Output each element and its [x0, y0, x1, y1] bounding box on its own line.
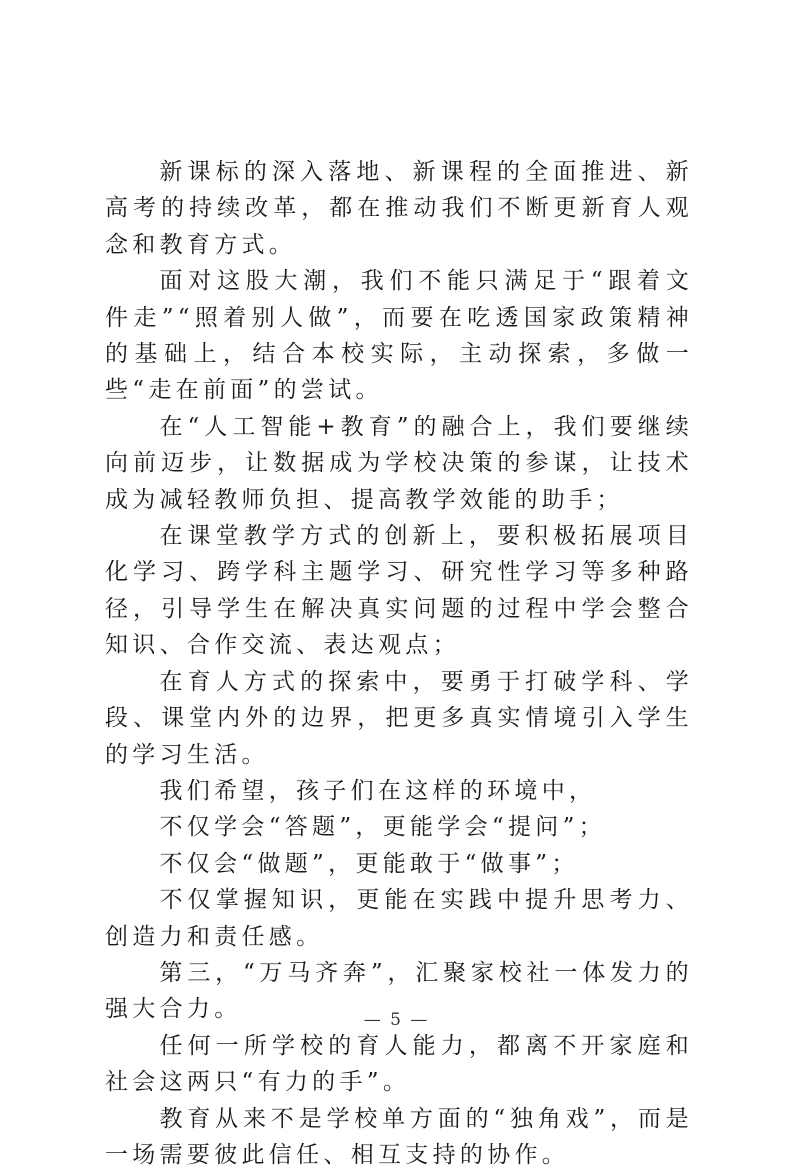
- paragraph: 新课标的深入落地、新课程的全面推进、新高考的持续改革，都在推动我们不断更新育人观念和教育方式。: [105, 159, 693, 258]
- paragraph: 不仅掌握知识，更能在实践中提升思考力、创造力和责任感。: [105, 887, 693, 950]
- paragraph: 第三，“万马齐奔”，汇聚家校社一体发力的强大合力。: [105, 959, 693, 1023]
- paragraph: 在“人工智能+教育”的融合上，我们要继续向前迈步，让数据成为学校决策的参谋，让技术成为减轻教师负担、提高教学效能的助手；: [105, 413, 693, 513]
- paragraph: 在育人方式的探索中，要勇于打破学科、学段、课堂内外的边界，把更多真实情境引入学生的学习生活。: [105, 668, 693, 768]
- paragraph: 在课堂教学方式的创新上，要积极拓展项目化学习、跨学科主题学习、研究性学习等多种路径，引导学生在解决真实问题的过程中学会整合知识、合作交流、表达观点；: [105, 523, 693, 659]
- paragraph: 面对这股大潮，我们不能只满足于“跟着文件走”“照着别人做”，而要在吃透国家政策精神的基础上，结合本校实际，主动探索，多做一些“走在前面”的尝试。: [105, 268, 693, 404]
- paragraph: 任何一所学校的育人能力，都离不开家庭和社会这两只“有力的手”。: [105, 1032, 693, 1096]
- paragraph: 教育从来不是学校单方面的“独角戏”，而是一场需要彼此信任、相互支持的协作。: [105, 1105, 693, 1168]
- paragraph: 我们希望，孩子们在这样的环境中，: [159, 777, 597, 804]
- paragraph: 不仅学会“答题”，更能学会“提问”；: [159, 814, 606, 841]
- page-number: — 5 —: [363, 1010, 430, 1030]
- paragraph: 不仅会“做题”，更能敢于“做事”；: [159, 850, 579, 877]
